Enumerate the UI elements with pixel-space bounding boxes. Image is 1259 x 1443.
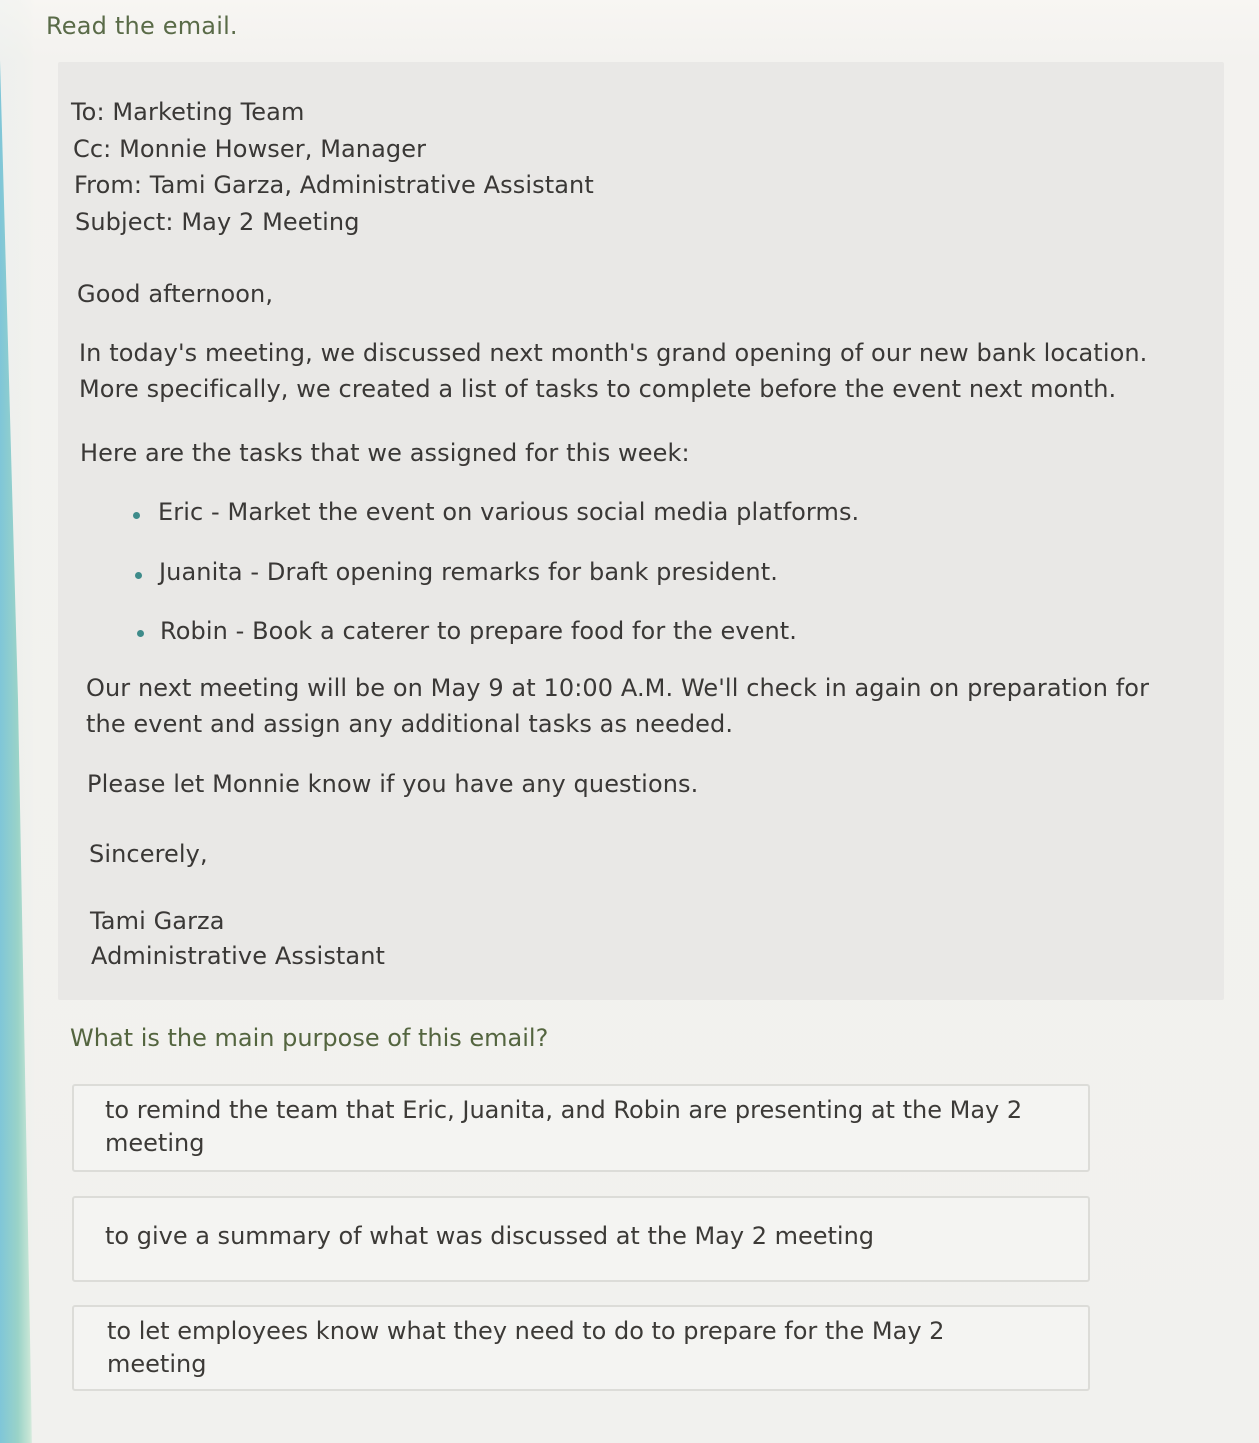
signature-name: Tami Garza — [90, 907, 225, 935]
email-paragraph-line: Our next meeting will be on May 9 at 10:00 A.M. We'll check in again on preparation for — [86, 674, 1150, 702]
email-paragraph-line: In today's meeting, we discussed next month's grand opening of our new bank location. — [79, 339, 1148, 367]
option-text-line: meeting — [105, 1129, 205, 1157]
option-text-line: to remind the team that Eric, Juanita, and Robin are presenting at the May 2 — [105, 1096, 1023, 1124]
email-paragraph-line: More specifically, we created a list of tasks to complete before the event next month. — [79, 375, 1117, 403]
bullet-icon — [137, 630, 144, 637]
answer-option-1[interactable] — [72, 1084, 1090, 1172]
answer-option-3[interactable] — [72, 1305, 1090, 1391]
email-closing: Sincerely, — [89, 840, 208, 868]
task-text: Eric - Market the event on various social media platforms. — [158, 498, 860, 526]
question-prompt: What is the main purpose of this email? — [70, 1024, 549, 1052]
tasks-intro: Here are the tasks that we assigned for this week: — [80, 439, 690, 467]
option-text-line: to give a summary of what was discussed at the May 2 meeting — [105, 1222, 875, 1250]
email-questions-line: Please let Monnie know if you have any questions. — [87, 770, 699, 798]
email-subject: Subject: May 2 Meeting — [75, 208, 360, 236]
email-cc: Cc: Monnie Howser, Manager — [73, 135, 427, 163]
email-from: From: Tami Garza, Administrative Assistant — [74, 171, 594, 199]
email-paragraph-line: the event and assign any additional tasks as needed. — [86, 710, 734, 738]
option-text — [105, 1094, 1065, 1160]
instruction-text: Read the email. — [46, 12, 238, 40]
task-text: Robin - Book a caterer to prepare food for the event. — [160, 617, 798, 645]
option-text — [105, 1220, 1065, 1253]
option-text-line: to let employees know what they need to do to prepare for the May 2 — [107, 1317, 945, 1345]
answer-option-2[interactable] — [72, 1196, 1090, 1282]
bullet-icon — [135, 572, 142, 579]
email-to: To: Marketing Team — [71, 98, 305, 126]
bullet-icon — [133, 512, 140, 519]
email-greeting: Good afternoon, — [77, 280, 274, 308]
option-text-line: meeting — [107, 1350, 207, 1378]
task-text: Juanita - Draft opening remarks for bank president. — [159, 558, 778, 586]
email-card — [58, 62, 1224, 1000]
option-text — [107, 1315, 1067, 1381]
signature-title: Administrative Assistant — [91, 942, 386, 970]
